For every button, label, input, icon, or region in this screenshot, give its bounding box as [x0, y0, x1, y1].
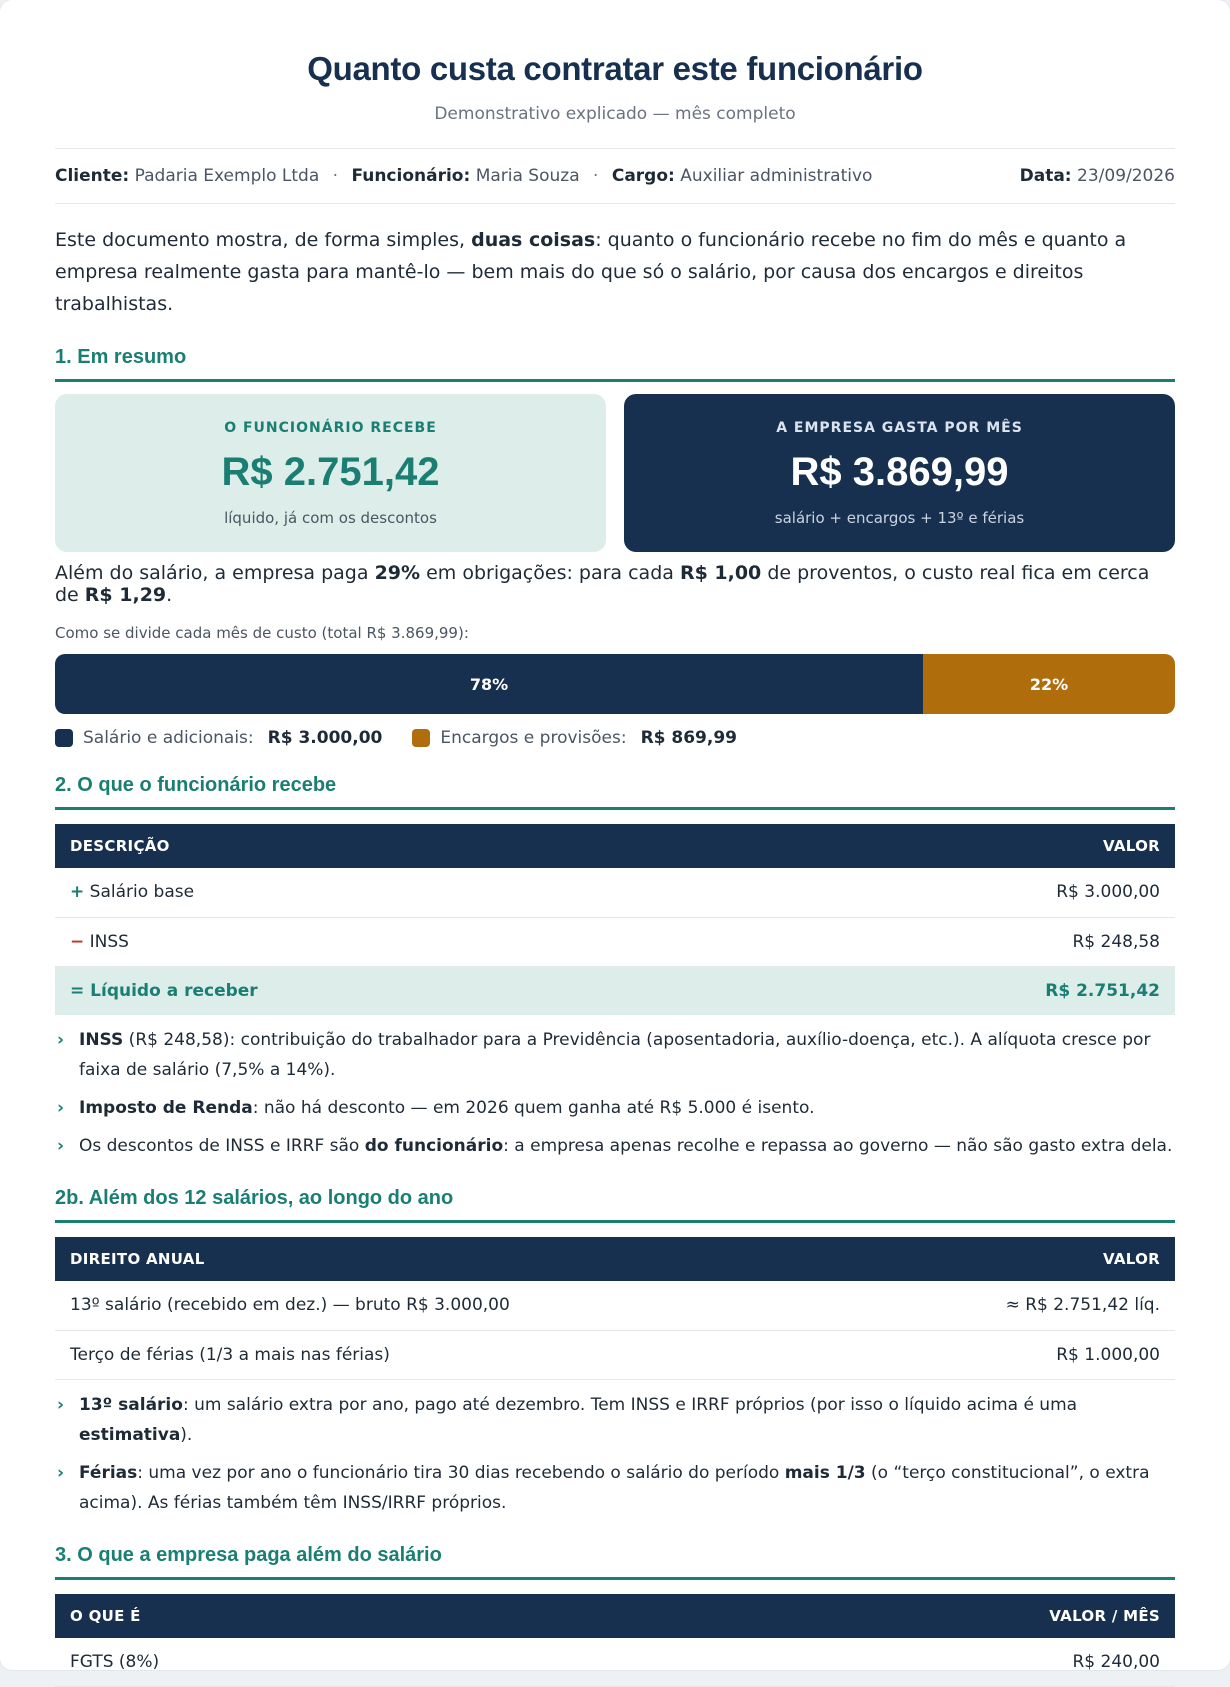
- role-name: Auxiliar administrativo: [680, 166, 872, 186]
- table-header-row: [55, 1594, 1175, 1638]
- column-header: VALOR: [859, 1237, 1175, 1281]
- meta-separator: ·: [593, 166, 598, 186]
- card-label: A EMPRESA GASTA POR MÊS: [776, 420, 1023, 436]
- intro-text: Este documento mostra, de forma simples,: [55, 229, 471, 251]
- row-description: [55, 917, 728, 966]
- note-text: : a empresa apenas recolhe e repassa ao governo — não são gasto extra dela.: [503, 1136, 1172, 1156]
- legend-value: R$ 3.000,00: [268, 728, 383, 748]
- table-header-row: [55, 824, 1175, 868]
- chevron-right-icon: ›: [57, 1390, 64, 1420]
- note-text: ).: [180, 1425, 192, 1445]
- row-description: 13º salário (recebido em dez.) — bruto R$ 3.000,00: [55, 1281, 859, 1330]
- section-heading-summary: 1. Em resumo: [55, 346, 1175, 382]
- total-label: = Líquido a receber: [55, 966, 728, 1015]
- intro-text: : quanto o funcionário recebe no fim do mês e quanto a empresa realmente gasta para mantê-lo — bem mais do que só o salário, por causa dos encargos e direitos trabalhistas.: [55, 229, 1126, 315]
- note-bold: estimativa: [79, 1425, 180, 1445]
- pay-notes: [55, 1025, 1175, 1161]
- pay-table: [55, 824, 1175, 1015]
- chevron-right-icon: ›: [57, 1093, 64, 1123]
- page-title: Quanto custa contratar este funcionário: [55, 50, 1175, 88]
- client-label: Cliente:: [55, 166, 129, 186]
- legend-label: Encargos e provisões:: [440, 728, 626, 748]
- chevron-right-icon: ›: [57, 1131, 64, 1161]
- cost-split-bar: [55, 654, 1175, 714]
- date-label: Data:: [1020, 166, 1072, 186]
- note-bold: INSS: [79, 1030, 123, 1050]
- note-text: (R$ 248,58): contribuição do trabalhador para a Previdência (aposentadoria, auxílio-doença, etc.). A alíquota cresce por faixa de salário (7,5% a 14%).: [79, 1030, 1150, 1080]
- intro-bold: duas coisas: [471, 229, 595, 251]
- bar-segment-charges: 22%: [923, 654, 1175, 714]
- row-value: R$ 248,58: [728, 917, 1175, 966]
- employee-name: Maria Souza: [476, 166, 580, 186]
- explain-bold: 29%: [375, 562, 420, 584]
- annual-notes: [55, 1390, 1175, 1518]
- column-header: O QUE É: [55, 1594, 569, 1638]
- meta-bar: [55, 148, 1175, 204]
- client-name: Padaria Exemplo Ltda: [135, 166, 320, 186]
- column-header: DIREITO ANUAL: [55, 1237, 859, 1281]
- page-subtitle: Demonstrativo explicado — mês completo: [55, 104, 1175, 124]
- company-costs-table: [55, 1594, 1175, 1687]
- table-row: [55, 1330, 1175, 1379]
- legend-label: Salário e adicionais:: [83, 728, 254, 748]
- employee-label: Funcionário:: [351, 166, 470, 186]
- meta-left: [55, 166, 872, 186]
- note-bold: Imposto de Renda: [79, 1098, 253, 1118]
- list-item: [55, 1390, 1175, 1450]
- note-text: (o “terço constitucional”, o extra acima). As férias também têm INSS/IRRF próprios.: [79, 1463, 1150, 1513]
- list-item: [55, 1093, 1175, 1123]
- row-description: [55, 868, 728, 917]
- row-value: R$ 240,00: [569, 1638, 1175, 1687]
- table-row: [55, 868, 1175, 917]
- note-bold: Férias: [79, 1463, 137, 1483]
- row-label: INSS: [90, 932, 129, 952]
- explain-text: Além do salário, a empresa paga: [55, 562, 375, 584]
- company-cost-card: [624, 394, 1175, 552]
- meta-separator: ·: [333, 166, 338, 186]
- note-text: Os descontos de INSS e IRRF são: [79, 1136, 365, 1156]
- table-row: [55, 1281, 1175, 1330]
- intro-paragraph: [55, 224, 1175, 320]
- total-value: R$ 2.751,42: [728, 966, 1175, 1015]
- legend-value: R$ 869,99: [641, 728, 737, 748]
- row-value: R$ 3.000,00: [728, 868, 1175, 917]
- meta-right: [1020, 166, 1175, 186]
- list-item: [55, 1131, 1175, 1161]
- summary-cards: [55, 394, 1175, 552]
- row-description: FGTS (8%): [55, 1638, 569, 1687]
- list-item: [55, 1025, 1175, 1085]
- legend-swatch-charges: [412, 729, 430, 747]
- note-bold: mais 1/3: [785, 1463, 866, 1483]
- card-value: R$ 3.869,99: [791, 450, 1009, 495]
- row-label: Salário base: [90, 882, 194, 902]
- note-text: : um salário extra por ano, pago até dezembro. Tem INSS e IRRF próprios (por isso o líquido acima é uma: [183, 1395, 1077, 1415]
- card-note: líquido, já com os descontos: [224, 509, 437, 527]
- column-header: VALOR: [728, 824, 1175, 868]
- document-date: 23/09/2026: [1077, 166, 1175, 186]
- explain-bold: R$ 1,00: [680, 562, 761, 584]
- list-item: [55, 1458, 1175, 1518]
- row-value: R$ 1.000,00: [859, 1330, 1175, 1379]
- note-bold: 13º salário: [79, 1395, 183, 1415]
- chevron-right-icon: ›: [57, 1025, 64, 1055]
- cost-explanation: [55, 562, 1175, 606]
- note-text: : uma vez por ano o funcionário tira 30 dias recebendo o salário do período: [137, 1463, 784, 1483]
- row-description: Terço de férias (1/3 a mais nas férias): [55, 1330, 859, 1379]
- card-value: R$ 2.751,42: [222, 450, 440, 495]
- chevron-right-icon: ›: [57, 1458, 64, 1488]
- table-total-row: [55, 966, 1175, 1015]
- minus-sign: −: [70, 932, 84, 952]
- plus-sign: +: [70, 882, 84, 902]
- employee-receives-card: [55, 394, 606, 552]
- section-heading-company-pays: 3. O que a empresa paga além do salário: [55, 1544, 1175, 1580]
- note-bold: do funcionário: [365, 1136, 503, 1156]
- row-value: ≈ R$ 2.751,42 líq.: [859, 1281, 1175, 1330]
- explain-bold: R$ 1,29: [85, 584, 166, 606]
- note-text: : não há desconto — em 2026 quem ganha até R$ 5.000 é isento.: [253, 1098, 815, 1118]
- bar-caption: Como se divide cada mês de custo (total R$ 3.869,99):: [55, 624, 1175, 642]
- explain-text: .: [166, 584, 172, 606]
- column-header: DESCRIÇÃO: [55, 824, 728, 868]
- annual-rights-table: [55, 1237, 1175, 1380]
- legend-swatch-salary: [55, 729, 73, 747]
- section-heading-employee-receives: 2. O que o funcionário recebe: [55, 774, 1175, 810]
- section-heading-annual-rights: 2b. Além dos 12 salários, ao longo do ano: [55, 1187, 1175, 1223]
- bar-legend: [55, 728, 1175, 748]
- card-note: salário + encargos + 13º e férias: [775, 509, 1024, 527]
- explain-text: em obrigações: para cada: [420, 562, 680, 584]
- bar-segment-salary: 78%: [55, 654, 923, 714]
- role-label: Cargo:: [612, 166, 675, 186]
- column-header: VALOR / MÊS: [569, 1594, 1175, 1638]
- table-header-row: [55, 1237, 1175, 1281]
- table-row: [55, 1638, 1175, 1687]
- card-label: O FUNCIONÁRIO RECEBE: [224, 420, 437, 436]
- explain-text: de proventos, o custo real fica em cerca de: [55, 562, 1149, 606]
- table-row: [55, 917, 1175, 966]
